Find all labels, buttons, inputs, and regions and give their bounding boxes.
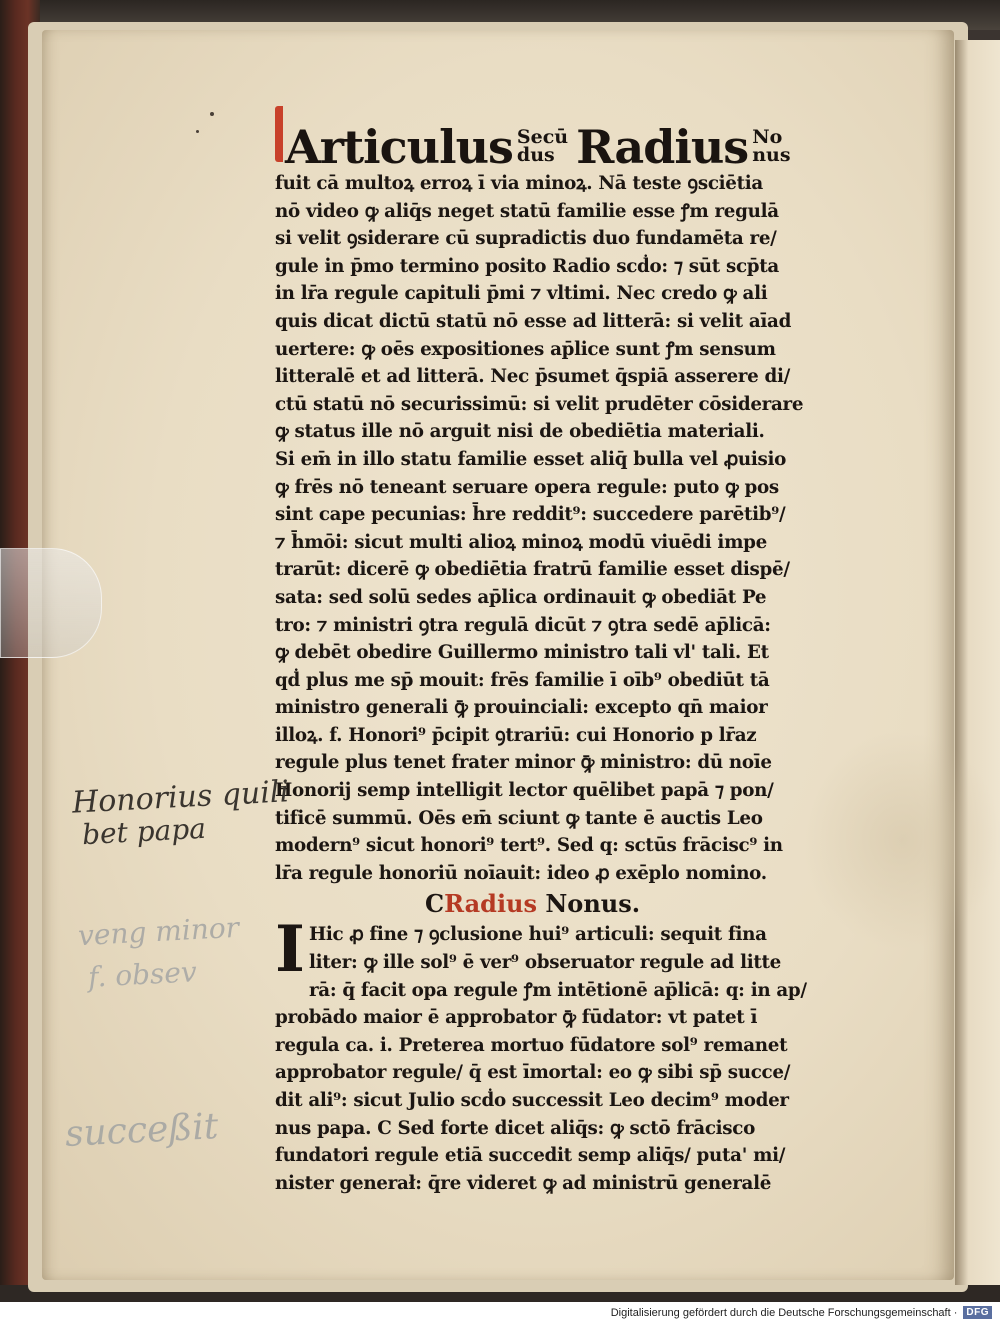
text-line: Honorij semp intelligit lector quēlibet papā ⁊ pon/ xyxy=(275,780,774,802)
text-line: gule in p̄mo termino posito Radio scḋo: ⁊ sūt scp̄ta xyxy=(275,255,779,277)
text-line: ꝙ debēt obedire Guillermo ministro tali vl' tali. Et xyxy=(275,642,769,664)
section-subheading xyxy=(275,887,865,921)
text-line: illoꝝ. f. Honori⁹ p̄cipit ꝯtrariū: cui Honorio p lr̄az xyxy=(275,724,757,746)
text-line: sint cape pecunias: h̄re reddit⁹: succedere parētib⁹/ xyxy=(275,504,786,526)
heading-nonus xyxy=(752,125,791,166)
marginal-note-faded-1: veng minor xyxy=(77,910,240,953)
article-heading xyxy=(275,98,865,174)
text-line: regula ca. i. Preterea mortuo fūdatore sol⁹ remanet xyxy=(275,1034,788,1056)
text-line: probādo maior ē approbator ꝙ̄ fūdator: vt patet ī xyxy=(275,1007,758,1029)
text-line: nō video ꝙ aliq̄s neget statū familie esse ꝭm regulā xyxy=(275,200,779,222)
text-line: ⁊ h̄mōi: sicut multi alioꝝ minoꝝ modū viuēdi impe xyxy=(275,531,767,553)
text-line: in lr̄a regule capituli p̄mi ⁊ vltimi. Nec credo ꝙ ali xyxy=(275,283,768,305)
text-line: trarūt: dicerē ꝙ obediētia fratrū familie esset dispē/ xyxy=(275,559,790,581)
dfg-logo: DFG xyxy=(963,1306,992,1319)
text-line: modern⁹ sicut honori⁹ tert⁹. Sed q: sctūs frācisc⁹ in xyxy=(275,835,783,857)
text-line: lr̄a regule honoriū noīauit: ideo ꝓ exēplo nomino. xyxy=(275,862,767,884)
ink-speck xyxy=(210,112,214,116)
heading-nonus-top: No xyxy=(752,125,783,148)
text-line: nister generał: q̄re videret ꝙ ad ministrū generalē xyxy=(275,1172,772,1194)
marginal-note-honorius: Honorius quili xyxy=(71,774,290,821)
text-line: liter: ꝙ ille sol⁹ ē ver⁹ obseruator regule ad litte xyxy=(308,952,782,974)
heading-secundus-top: Secū xyxy=(516,125,569,148)
text-line: fundatori regule etiā succedit semp aliq̄s/ puta' mi/ xyxy=(275,1145,786,1167)
text-line: qḋ plus me sp̄ mouit: frēs familie ī oīb⁹ obediūt tā xyxy=(275,669,770,691)
text-section-a xyxy=(275,170,865,887)
text-line: tro: ⁊ ministri ꝯtra regulā dicūt ⁊ ꝯtra sedē ap̄licā: xyxy=(275,614,771,636)
text-line: ministro generali ꝙ̄ prouinciali: excepto qn̄ maior xyxy=(275,697,768,719)
text-line: litteralē et ad litterā. Nec p̄sumet q̄spiā asserere di/ xyxy=(275,366,791,388)
drop-capital: I xyxy=(275,912,305,988)
marginal-note-faded-2: f. obsev xyxy=(87,955,198,994)
text-line: sata: sed solū sedes ap̄lica ordinauit ꝙ obediāt Pe xyxy=(275,586,767,608)
text-line: rā: q̄ facit opa regule ꝭm intētionē ap̄licā: q: in ap/ xyxy=(308,979,807,1001)
ink-speck xyxy=(196,130,199,133)
text-section-b xyxy=(275,912,865,1197)
text-line: ꝙ status ille nō arguit nisi de obediētia materiali. xyxy=(275,421,765,443)
text-line: uertere: ꝙ oēs expositiones ap̄lice sunt ꝭm sensum xyxy=(275,338,776,360)
text-line: nus papa. C Sed forte dicet aliq̄s: ꝙ sctō frācisco xyxy=(275,1117,756,1139)
text-line: Si em̄ in illo statu familie esset aliq̄ bulla vel ꝓuisio xyxy=(275,448,787,470)
printed-text-block xyxy=(275,98,865,1197)
text-line: ctū statū nō securissimū: si velit prudēter cōsiderare xyxy=(275,393,804,415)
heading-word-articulus: Articulus xyxy=(285,120,513,174)
subheading-rest: Nonus. xyxy=(537,889,641,919)
marginal-note-papa: bet papa xyxy=(81,811,207,852)
text-line: fuit cā multoꝝ erroꝝ ī via minoꝝ. Nā teste ꝯsciētia xyxy=(275,173,763,194)
heading-word-radius: Radius xyxy=(576,120,749,174)
text-line: dit ali⁹: sicut Julio scḋo successit Leo decim⁹ moder xyxy=(275,1090,789,1111)
text-line: tificē summū. Oēs em̄ sciunt ꝙ tante ē auctis Leo xyxy=(275,807,763,829)
pilcrow-mark: C xyxy=(425,889,445,919)
text-line: regule plus tenet frater minor ꝙ̄ ministro: dū noīe xyxy=(275,752,772,774)
subheading-rubric-word: Radius xyxy=(444,889,538,919)
heading-secundus-bottom: dus xyxy=(516,143,555,166)
facing-page-edge xyxy=(955,40,1000,1285)
page-clip xyxy=(0,548,102,658)
footer-credit: Digitalisierung gefördert durch die Deutsche Forschungsgemeinschaft · xyxy=(610,1306,958,1319)
text-line: quis dicat dictū statū nō esse ad litterā: si velit aīad xyxy=(275,310,792,332)
digitization-footer xyxy=(0,1302,1000,1323)
text-line: ꝙ frēs nō teneant seruare opera regule: puto ꝙ pos xyxy=(275,476,779,498)
text-line: Hic ꝓ fine ⁊ ꝯclusione hui⁹ articuli: sequit fina xyxy=(308,924,767,946)
text-line: si velit ꝯsiderare cū supradictis duo fundamēta re/ xyxy=(275,228,777,250)
marginal-note-successit: succeßit xyxy=(64,1106,220,1155)
heading-nonus-bottom: nus xyxy=(752,143,791,166)
heading-secundus xyxy=(516,125,569,166)
text-line: approbator regule/ q̄ est īmortal: eo ꝙ sibi sp̄ succe/ xyxy=(275,1062,791,1084)
rubric-initial-mark xyxy=(275,106,283,162)
